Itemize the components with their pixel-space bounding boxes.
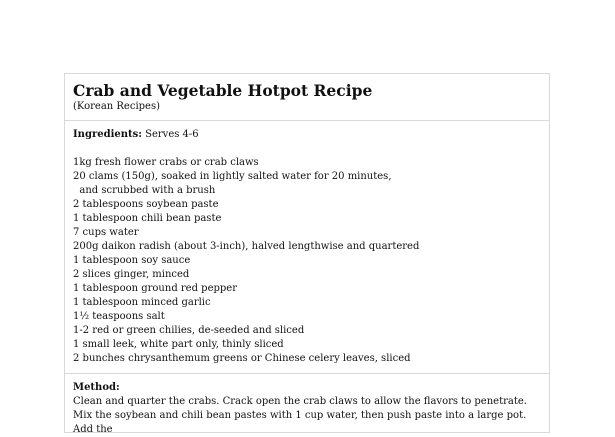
spacer (73, 142, 541, 156)
ingredients-heading (73, 128, 541, 142)
recipe-header (65, 74, 549, 121)
ingredient-item: 1 tablespoon chili bean paste (73, 213, 222, 224)
ingredient-item: 20 clams (150g), soaked in lightly salted water for 20 minutes, (73, 171, 392, 182)
ingredient-item: 1 tablespoon minced garlic (73, 297, 211, 308)
ingredient-item: and scrubbed with a brush (73, 185, 216, 196)
ingredient-item: 2 slices ginger, minced (73, 269, 190, 280)
ingredients-label: Ingredients: (73, 129, 142, 140)
ingredient-item: 2 bunches chrysanthemum greens or Chinese celery leaves, sliced (73, 353, 411, 364)
recipe-title: Crab and Vegetable Hotpot Recipe (73, 81, 373, 100)
ingredient-item: 7 cups water (73, 227, 139, 238)
method-label: Method: (73, 382, 120, 393)
recipe-category: (Korean Recipes) (73, 101, 161, 112)
recipe-card (64, 73, 550, 433)
ingredients-section (65, 121, 549, 374)
ingredients-list (73, 156, 541, 366)
ingredient-item: 200g daikon radish (about 3-inch), halved lengthwise and quartered (73, 241, 420, 252)
ingredient-item: 1-2 red or green chilies, de-seeded and sliced (73, 325, 305, 336)
ingredient-item: 1 tablespoon ground red pepper (73, 283, 237, 294)
ingredient-item: 2 tablespoons soybean paste (73, 199, 219, 210)
ingredient-item: 1½ teaspoons salt (73, 311, 165, 322)
ingredient-item: 1kg fresh flower crabs or crab claws (73, 157, 259, 168)
ingredient-item: 1 small leek, white part only, thinly sliced (73, 339, 284, 350)
method-text: Clean and quarter the crabs. Crack open the crab claws to allow the flavors to penetrate. Mix the soybean and chili bean pastes with 1 cup water, then push paste into a large pot. Add the (73, 396, 527, 435)
serves-text: Serves 4-6 (141, 129, 199, 140)
ingredient-item: 1 tablespoon soy sauce (73, 255, 191, 266)
method-section (65, 374, 549, 437)
